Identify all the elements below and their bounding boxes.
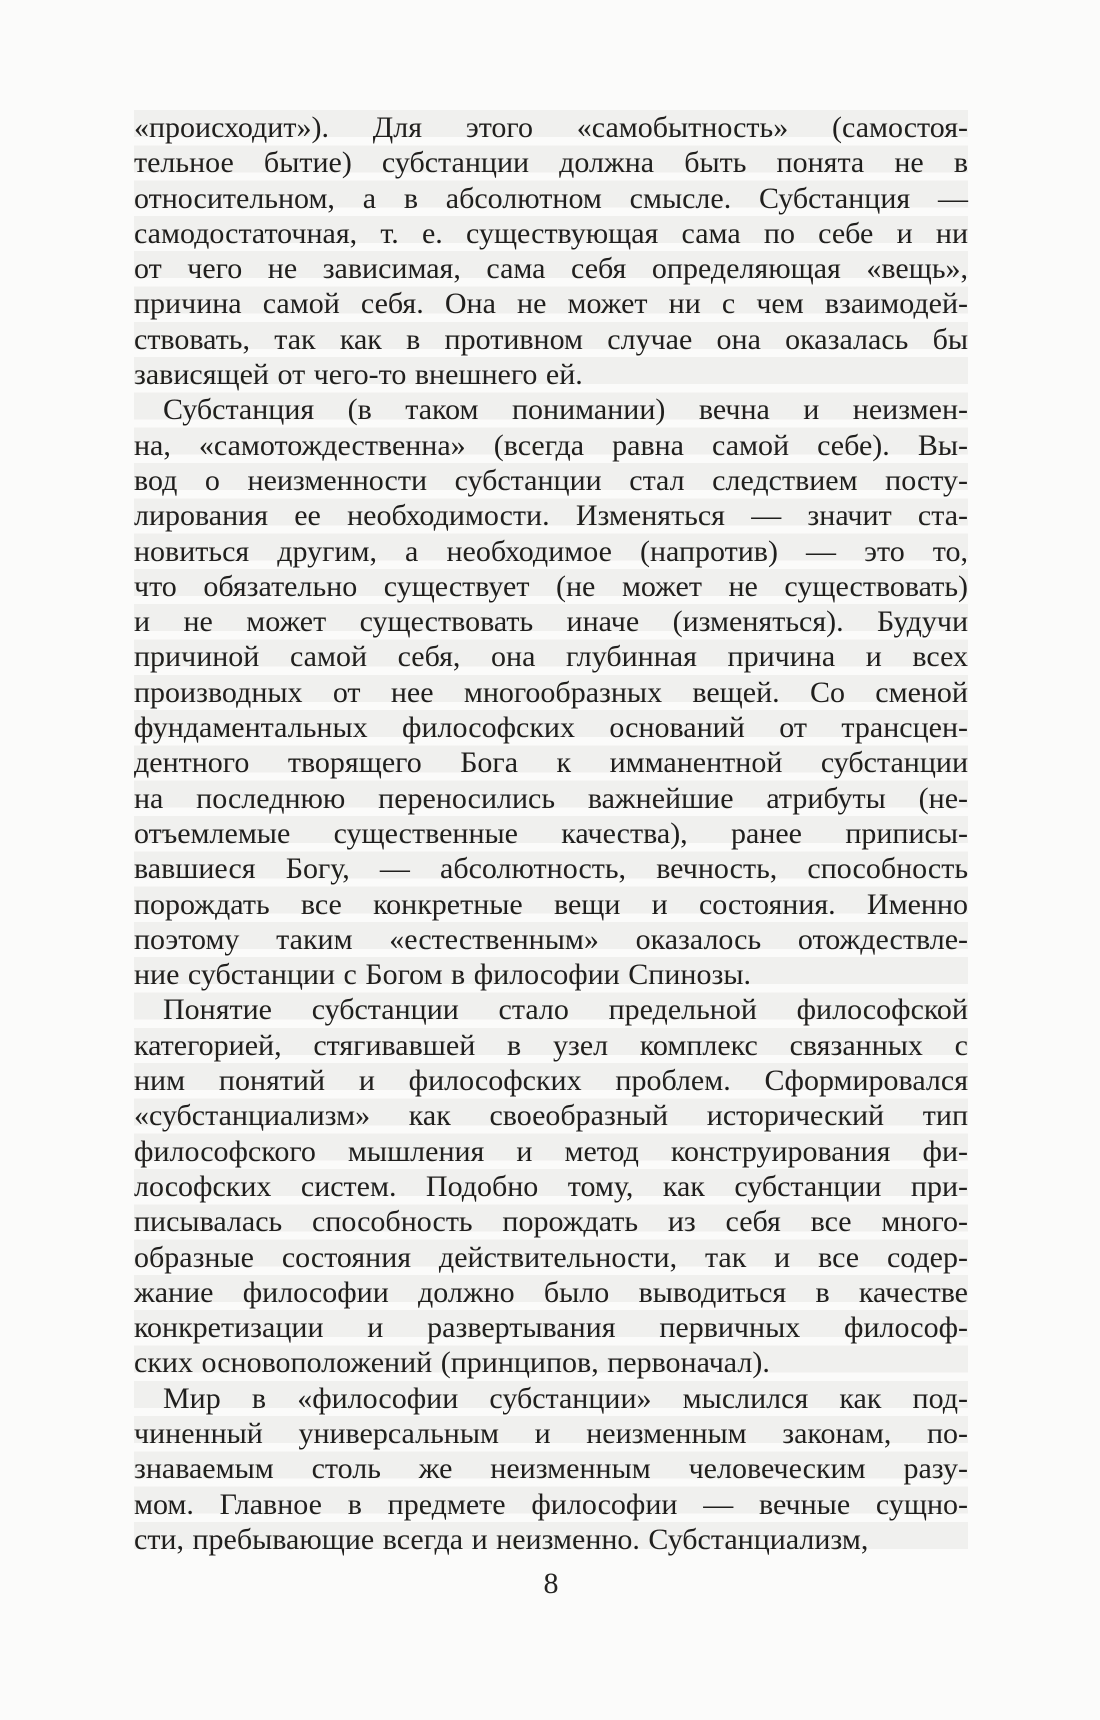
text-line: на последнюю переносились важнейшие атрибуты (не- [134,781,968,815]
text-line: тельное бытие) субстанции должна быть понята не в [134,146,968,180]
text-line: фундаментальных философских оснований от трансцен- [134,711,968,745]
text-line: категорией, стягивавшей в узел комплекс связанных с [134,1028,968,1062]
text-line: Мир в «философии субстанции» мыслился как под- [163,1381,968,1415]
text-line: лирования ее необходимости. Изменяться — значит ста- [134,499,968,533]
text-line: писывалась способность порождать из себя все много- [134,1205,968,1239]
text-line: что обязательно существует (не может не существовать) [134,569,968,603]
text-line: причиной самой себя, она глубинная причина и всех [134,640,968,674]
text-line: новиться другим, а необходимое (напротив) — это то, [134,534,968,568]
text-line: лософских систем. Подобно тому, как субстанции при- [134,1169,968,1203]
text-line: порождать все конкретные вещи и состояния. Именно [134,887,968,921]
text-line: зависящей от чего-то внешнего ей. [134,358,583,392]
text-line: дентного творящего Бога к имманентной субстанции [134,746,968,780]
text-line: причина самой себя. Она не может ни с чем взаимодей- [134,287,968,321]
text-line: ним понятий и философских проблем. Сформировался [134,1064,968,1098]
text-line: и не может существовать иначе (изменяться). Будучи [134,605,968,639]
text-line: ние субстанции с Богом в философии Спинозы. [134,958,751,992]
text-line: вод о неизменности субстанции стал следствием посту- [134,463,968,497]
text-line: отъемлемые существенные качества), ранее приписы- [134,816,968,850]
page-number: 8 [543,1567,559,1600]
text-line: вавшиеся Богу, — абсолютность, вечность, способность [134,852,968,886]
text-line: на, «самотождественна» (всегда равна самой себе). Вы- [134,428,968,462]
text-line: производных от нее многообразных вещей. Со сменой [134,675,968,709]
text-line: самодостаточная, т. е. существующая сама по себе и ни [134,216,968,250]
text-line: Понятие субстанции стало предельной философской [163,993,968,1027]
text-line: поэтому таким «естественным» оказалось отождествле- [134,922,968,956]
text-line: мом. Главное в предмете философии — вечные сущно- [134,1487,968,1521]
text-line: сти, пребывающие всегда и неизменно. Субстанциализм, [134,1522,869,1556]
text-line: «происходит»). Для этого «самобытность» (самостоя- [134,111,968,144]
text-line: жание философии должно было выводиться в качестве [134,1275,968,1309]
text-line: ских основоположений (принципов, первоначал). [134,1346,770,1380]
text-line: образные состояния действительности, так и все содер- [134,1240,968,1274]
text-line: от чего не зависимая, сама себя определяющая «вещь», [134,252,968,286]
text-line: чиненный универсальным и неизменным законам, по- [134,1416,968,1450]
text-line: «субстанциализм» как своеобразный исторический тип [134,1099,968,1133]
text-line: конкретизации и развертывания первичных философ- [134,1311,968,1345]
text-line: относительном, а в абсолютном смысле. Субстанция — [134,181,968,215]
text-line: ствовать, так как в противном случае она оказалась бы [134,322,968,356]
page-text [134,110,968,1557]
text-line: знаваемым столь же неизменным человеческим разу- [134,1452,968,1486]
text-line: Субстанция (в таком понимании) вечна и неизмен- [163,393,968,427]
text-line: философского мышления и метод конструирования фи- [134,1134,968,1168]
